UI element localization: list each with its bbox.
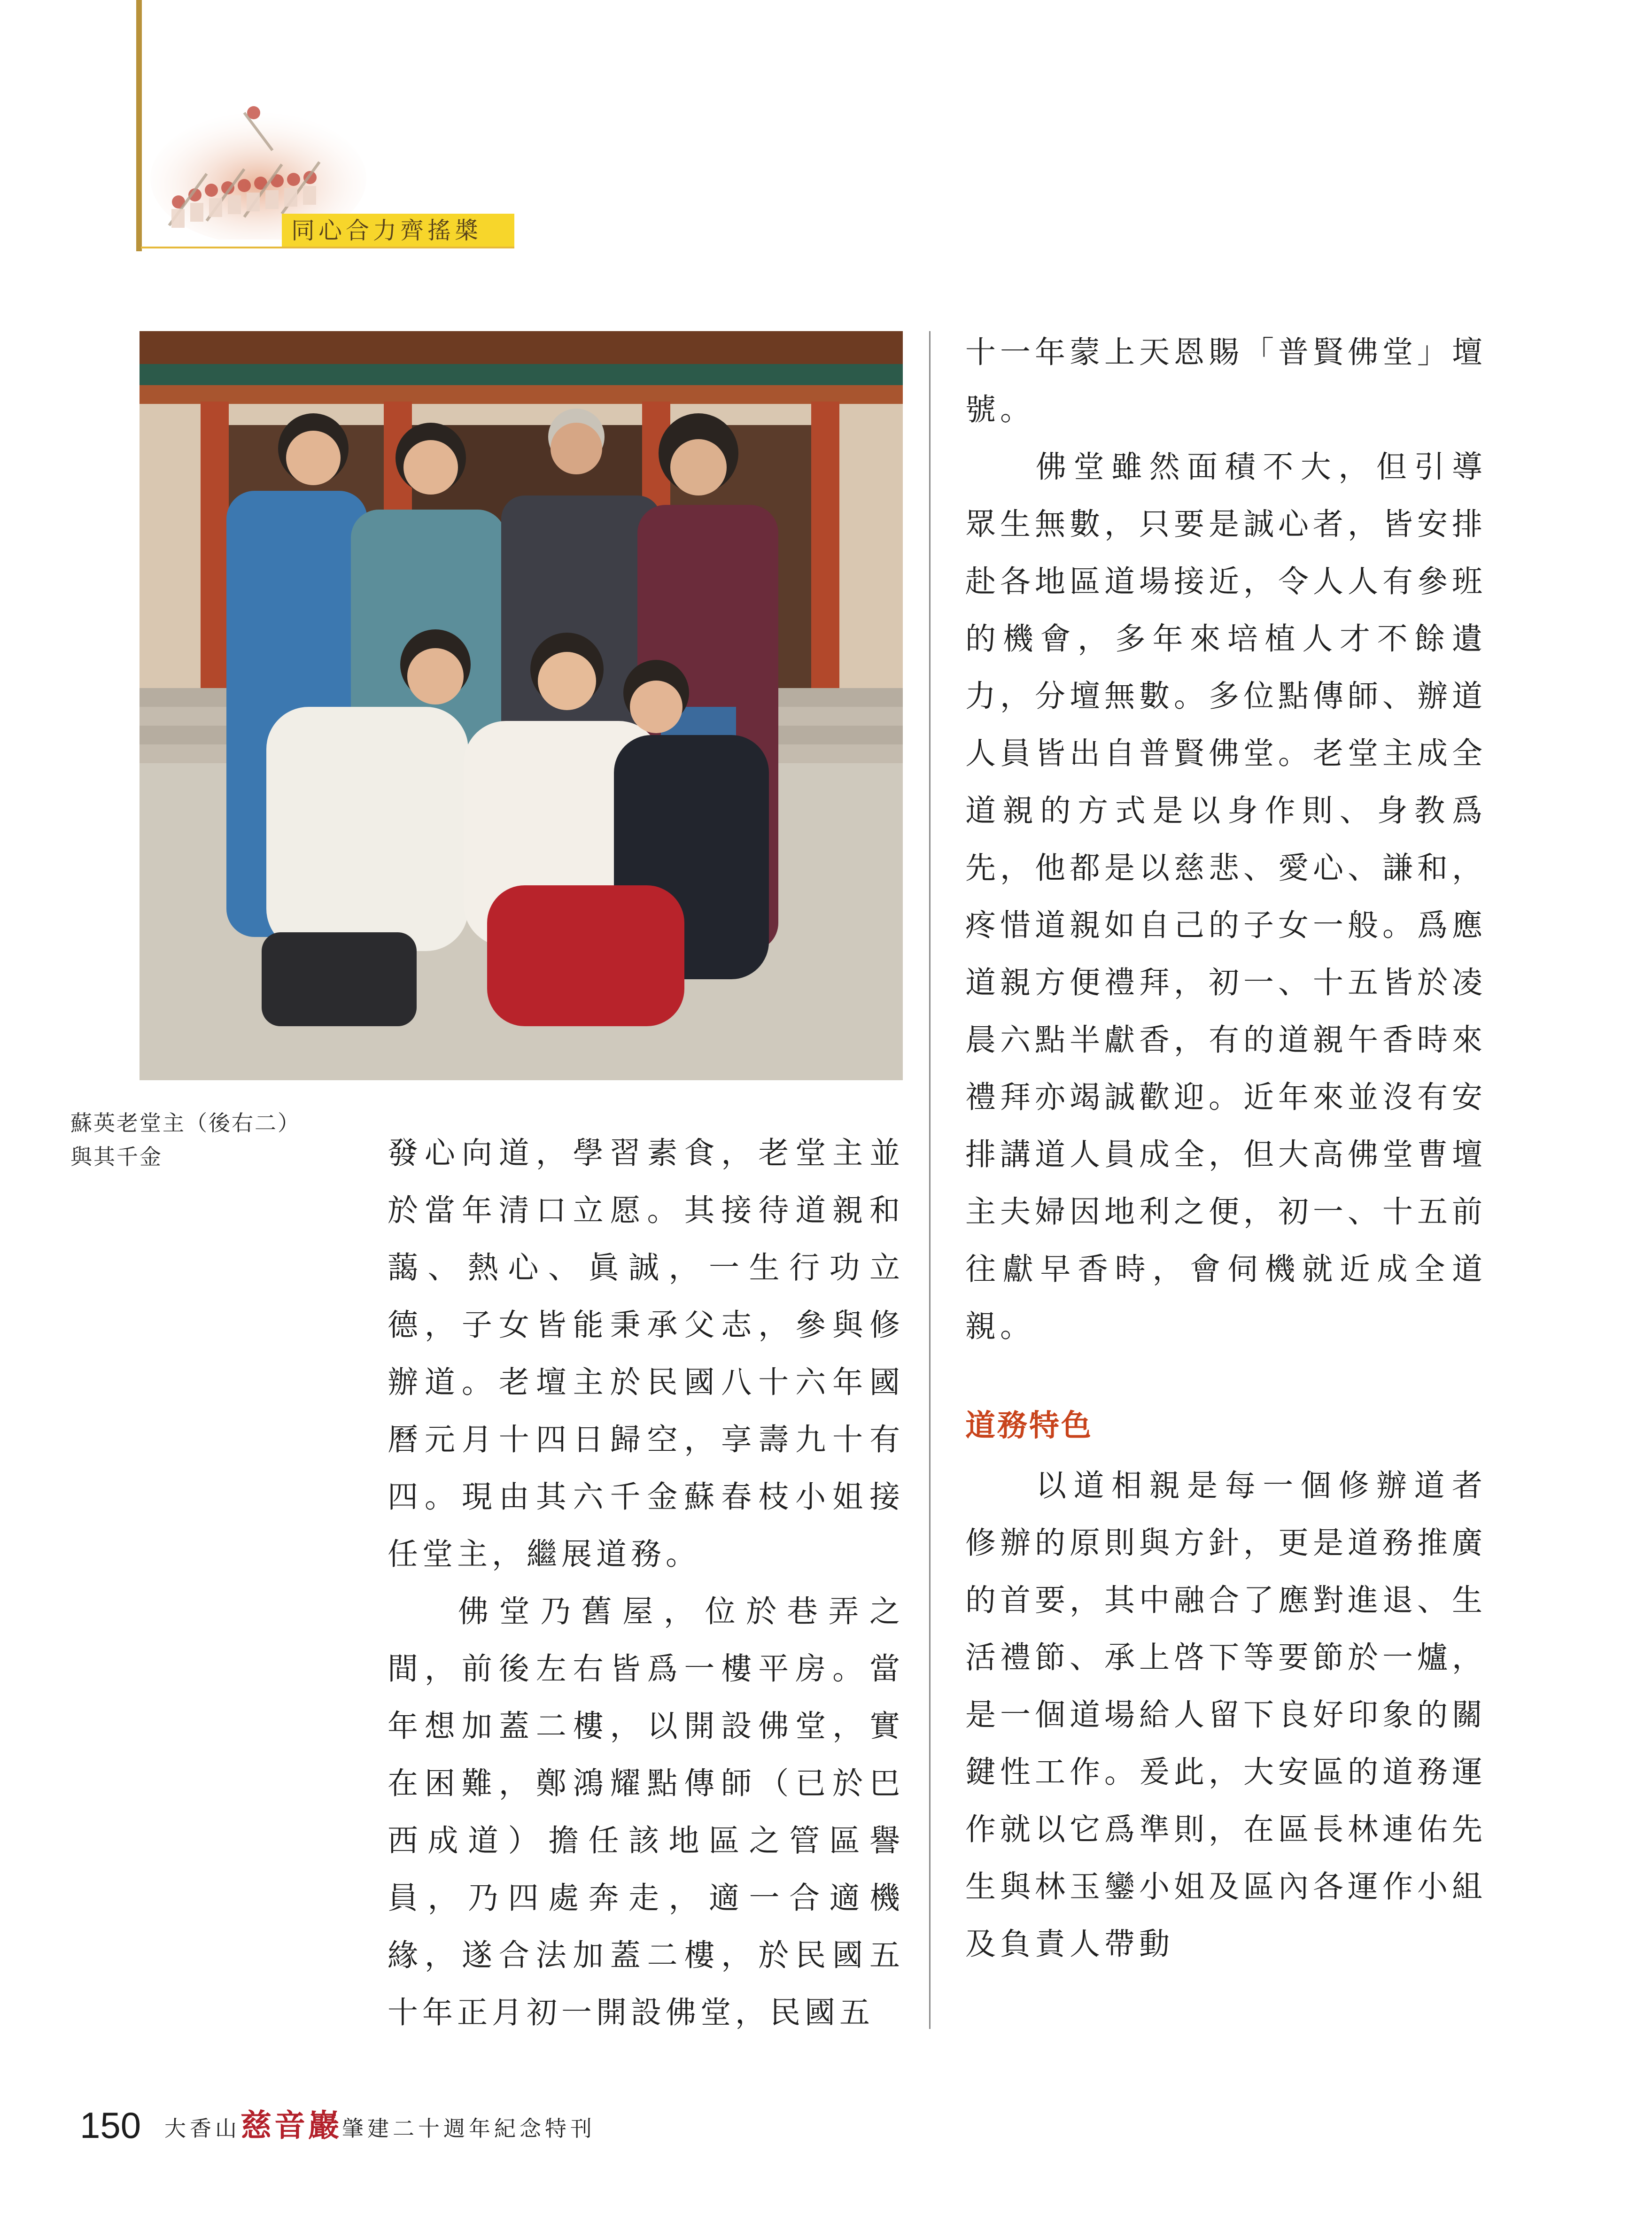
page-number: 150 [80, 2105, 141, 2146]
column-divider [929, 331, 931, 2029]
article-column-right [965, 324, 1487, 1973]
article-paragraph: 發心向道，學習素食，老堂主並於當年清口立愿。其接待道親和藹、熱心、眞誠，一生行功立德，子女皆能秉承父志，參與修辦道。老壇主於民國八十六年國曆元月十四日歸空，享壽九十有四。現由其六千金蘇春枝小姐接任堂主，繼展道務。 [388, 1136, 904, 1572]
group-photo-illustration [140, 331, 903, 1080]
publication-title-prefix: 大香山 [164, 2116, 240, 2141]
photo-caption-line-2: 與其千金 [70, 1144, 163, 1169]
article-paragraph: 十一年蒙上天恩賜「普賢佛堂」壇號。 [965, 335, 1487, 427]
header-slogan: 同心合力齊搖槳 [282, 214, 514, 248]
article-paragraph: 佛堂乃舊屋，位於巷弄之間，前後左右皆爲一樓平房。當年想加蓋二樓，以開設佛堂，實在困難，鄭鴻耀點傳師（已於巴西成道）擔任該地區之管區譽員，乃四處奔走，適一合適機緣，遂合法加蓋二樓，於民國五十年正月初一開設佛堂，民國五 [388, 1594, 904, 2030]
group-photo [140, 331, 903, 1080]
header-underline [141, 247, 514, 248]
publication-title [164, 2102, 596, 2152]
header-side-bar [136, 0, 142, 251]
publication-title-suffix: 肇建二十週年紀念特刊 [342, 2116, 596, 2141]
publication-brand: 慈音巖 [240, 2107, 342, 2144]
photo-caption-line-1: 蘇英老堂主（後右二） [70, 1110, 301, 1136]
page-footer [70, 2102, 775, 2149]
article-paragraph: 佛堂雖然面積不大，但引導眾生無數，只要是誠心者，皆安排赴各地區道場接近，令人人有參班的機會，多年來培植人才不餘遺力，分壇無數。多位點傳師、辦道人員皆出自普賢佛堂。老堂主成全道親的方式是以身作則、身教爲先，他都是以慈悲、愛心、謙和，疼惜道親如自己的子女一般。爲應道親方便禮拜，初一、十五皆於凌晨六點半獻香，有的道親午香時來禮拜亦竭誠歡迎。近年來並沒有安排講道人員成全，但大高佛堂曹壇主夫婦因地利之便，初一、十五前往獻早香時，會伺機就近成全道親。 [965, 449, 1487, 1344]
photo-caption [70, 1106, 362, 1174]
article-paragraph: 以道相親是每一個修辦道者修辦的原則與方針，更是道務推廣的首要，其中融合了應對進退、生活禮節、承上啓下等要節於一爐，是一個道場給人留下良好印象的關鍵性工作。爰此，大安區的道務運作就以它爲準則，在區長林連佑先生與林玉鑾小姐及區內各運作小組及負責人帶動 [965, 1468, 1487, 1962]
section-heading: 道務特色 [965, 1409, 1093, 1443]
article-column-middle [388, 1125, 904, 2042]
